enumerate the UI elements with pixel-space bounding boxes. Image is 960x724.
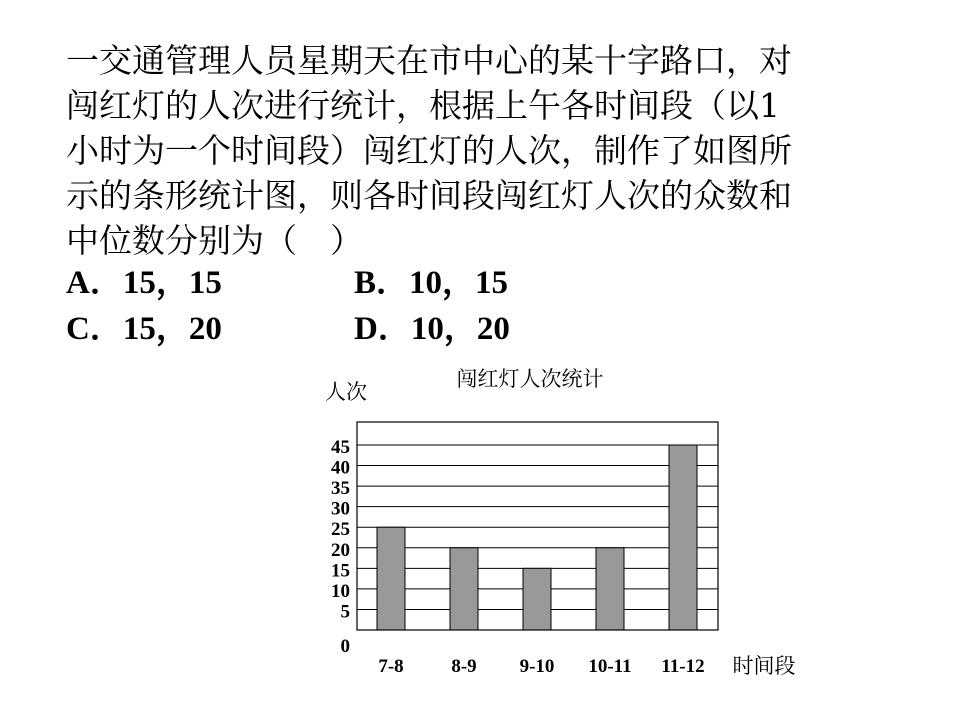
y-tick-label-15: 15 [331, 560, 350, 582]
x-tick-label-8-9: 8-9 [451, 656, 477, 677]
y-tick-label-5: 5 [340, 601, 350, 623]
bar-10-11 [596, 548, 624, 630]
x-axis-label: 时间段 [732, 654, 796, 678]
y-tick-label-40: 40 [331, 457, 350, 479]
option-b[interactable]: B．10，15 [354, 265, 509, 301]
x-tick-label-11-12: 11-12 [661, 656, 705, 677]
option-a[interactable]: A．15，15 [66, 265, 222, 301]
question-line-1: 一交通管理人员星期天在市中心的某十字路口，对 [66, 41, 792, 80]
option-c[interactable]: C．15，20 [66, 311, 222, 347]
y-tick-labels [331, 437, 350, 657]
bar-8-9 [450, 548, 478, 630]
bar-9-10 [523, 568, 551, 630]
question-line-2: 闯红灯的人次进行统计，根据上午各时间段（以1 [66, 86, 780, 125]
bar-11-12 [669, 445, 697, 630]
question-line-5: 中位数分别为（ ） [66, 221, 363, 260]
y-axis-label: 人次 [325, 380, 367, 404]
chart-title: 闯红灯人次统计 [456, 367, 604, 391]
x-tick-label-10-11: 10-11 [588, 656, 632, 677]
bars [377, 445, 697, 630]
y-tick-label-45: 45 [331, 437, 350, 458]
y-tick-label-35: 35 [331, 478, 350, 500]
y-tick-label-25: 25 [331, 519, 350, 541]
x-tick-labels [378, 656, 704, 677]
x-tick-label-9-10: 9-10 [519, 656, 555, 677]
y-tick-label-10: 10 [331, 580, 350, 602]
x-tick-label-7-8: 7-8 [378, 656, 404, 677]
y-tick-label-0: 0 [340, 636, 350, 657]
option-d[interactable]: D．10，20 [354, 311, 510, 347]
y-tick-label-20: 20 [331, 539, 350, 561]
y-tick-label-30: 30 [331, 498, 350, 520]
question-line-4: 示的条形统计图，则各时间段闯红灯人次的众数和 [66, 176, 792, 215]
bar-7-8 [377, 527, 405, 630]
question-line-3: 小时为一个时间段）闯红灯的人次，制作了如图所 [66, 131, 792, 170]
